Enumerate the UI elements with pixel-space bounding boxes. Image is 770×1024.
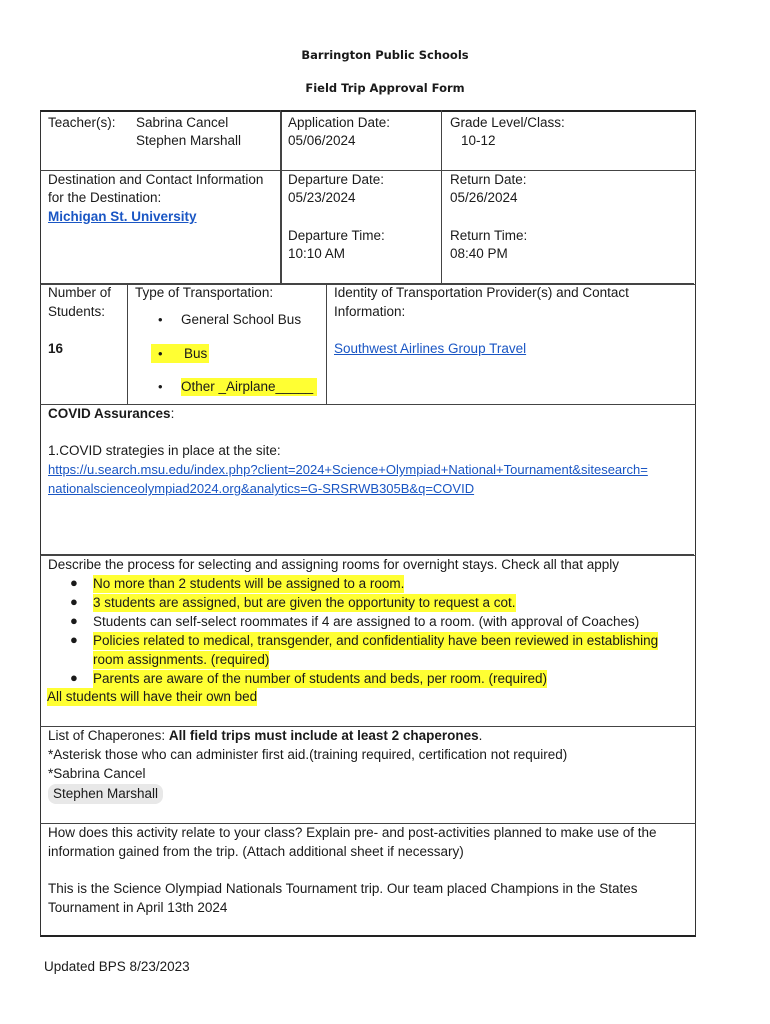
bullet-icon: ● [70, 670, 78, 685]
teacher-name: Stephen Marshall [136, 133, 242, 148]
return-date-value: 05/26/2024 [450, 190, 518, 205]
room-rule: No more than 2 students will be assigned to a room. [93, 576, 405, 591]
departure-date-value: 05/23/2024 [288, 190, 356, 205]
destination-link[interactable]: Michigan St. University [48, 209, 197, 224]
departure-date-label: Departure Date: [288, 172, 385, 187]
covid-url[interactable]: https://u.search.msu.edu/index.php?client=2024+Science+Olympiad+National+Tournament&sitesearch= [48, 462, 648, 477]
bullet-icon: • [158, 379, 163, 394]
return-time-value: 08:40 PM [450, 246, 508, 261]
provider-label: Identity of Transportation Provider(s) and Contact [334, 285, 629, 300]
provider-link[interactable]: Southwest Airlines Group Travel [334, 341, 527, 356]
application-date-value: 05/06/2024 [288, 133, 356, 148]
form-title: Field Trip Approval Form [305, 81, 465, 95]
transport-option: General School Bus [181, 312, 302, 327]
return-date-label: Return Date: [450, 172, 527, 187]
transport-option: Other _Airplane_____ [181, 378, 317, 396]
activity-answer-2: Tournament in April 13th 2024 [48, 900, 228, 915]
students-label: Number of [48, 285, 112, 300]
col-divider-a [281, 112, 282, 284]
destination-label: Destination and Contact Information [48, 172, 264, 187]
first-aid-note: *Asterisk those who can administer first aid.(training required, certification not required) [48, 747, 568, 762]
students-value: 16 [48, 341, 64, 356]
bullet-icon: • [158, 312, 163, 327]
covid-heading: COVID Assurances: [48, 406, 175, 421]
covid-strategy: 1.COVID strategies in place at the site: [48, 443, 281, 458]
application-date-label: Application Date: [288, 115, 391, 130]
bullet-icon: ● [70, 594, 78, 609]
rooms-note: All students will have their own bed [47, 689, 258, 704]
chaperone-name: *Sabrina Cancel [48, 766, 146, 781]
footer-updated: Updated BPS 8/23/2023 [44, 959, 190, 974]
chaperones-heading: List of Chaperones: All field trips must include at least 2 chaperones. [48, 728, 483, 743]
room-rule: 3 students are assigned, but are given the opportunity to request a cot. [93, 595, 516, 610]
transport-option: Bus [184, 346, 208, 361]
room-rule: Students can self-select roommates if 4 are assigned to a room. (with approval of Coaches) [93, 614, 640, 629]
departure-time-label: Departure Time: [288, 228, 385, 243]
room-rule-continued: room assignments. (required) [93, 652, 270, 667]
chaperone-name-chip[interactable]: Stephen Marshall [48, 784, 163, 804]
departure-time-value: 10:10 AM [288, 246, 346, 261]
destination-label-2: for the Destination: [48, 190, 162, 205]
bullet-icon: • [158, 346, 163, 361]
rooms-intro: Describe the process for selecting and assigning rooms for overnight stays. Check all that apply [48, 557, 620, 572]
school-name: Barrington Public Schools [301, 48, 469, 62]
activity-question: How does this activity relate to your class? Explain pre- and post-activities planned to make use of the [48, 825, 657, 840]
grade-label: Grade Level/Class: [450, 115, 565, 130]
covid-label: COVID Assurances [48, 406, 171, 421]
covid-url-2[interactable]: nationalscienceolympiad2024.org&analytics=G-SRSRWB305B&q=COVID [48, 481, 475, 496]
chaperones-requirement: All field trips must include at least 2 chaperones [168, 728, 479, 743]
bullet-icon: ● [70, 632, 78, 647]
activity-question-2: information gained from the trip. (Attach additional sheet if necessary) [48, 844, 464, 859]
provider-label-2: Information: [334, 304, 406, 319]
grade-value: 10-12 [461, 133, 496, 148]
students-label-2: Students: [48, 304, 106, 319]
teacher-name: Sabrina Cancel [136, 115, 229, 130]
activity-answer: This is the Science Olympiad Nationals Tournament trip. Our team placed Champions in the States [48, 881, 638, 896]
bullet-icon: ● [70, 613, 78, 628]
bullet-icon: ● [70, 575, 78, 590]
teachers-label: Teacher(s): [48, 115, 116, 130]
transportation-label: Type of Transportation: [135, 285, 274, 300]
room-rule: Parents are aware of the number of students and beds, per room. (required) [93, 671, 547, 686]
room-rule: Policies related to medical, transgender, and confidentiality have been reviewed in establishing [93, 633, 659, 648]
return-time-label: Return Time: [450, 228, 528, 243]
